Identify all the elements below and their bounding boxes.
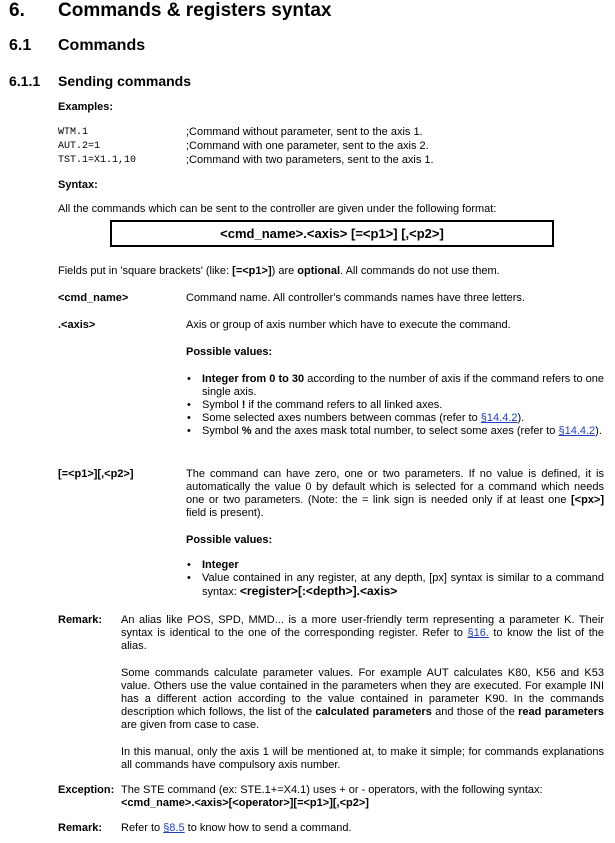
possible-values-label: Possible values: [186,346,273,358]
list-item: • Integer [186,559,604,572]
term-axis: .<axis> [58,319,96,331]
fields-note-text: ) are [271,265,298,277]
possible-values-label: Possible values: [186,534,273,546]
fields-note-example: [=<p1>] [232,265,272,277]
link-16[interactable]: §16. [467,627,489,639]
example-code: TST.1=X1.1,10 [58,155,137,166]
examples-label: Examples: [58,101,114,113]
list-item: • Symbol % and the axes mask total number, to select some axes (refer to §14.4.2). [186,425,604,438]
subsection-title: Commands [58,37,146,54]
subsection-number: 6.1 [9,37,32,54]
list-item: • Symbol ! if the command refers to all linked axes. [186,399,604,412]
syntax-format-box [110,220,554,247]
syntax-label: Syntax: [58,179,98,191]
desc-axis: Axis or group of axis number which have to execute the command. [186,319,511,331]
term-cmd-name: <cmd_name> [58,292,129,304]
syntax-intro: All the commands which can be sent to the controller are given under the following format: [58,203,497,215]
desc-cmd-name: Command name. All controller's commands names have three letters. [186,292,525,304]
remark-calculated: Some commands calculate parameter values. For example AUT calculates K80, K56 and K53 value. Others use the value contained in the parameters when they are executed. For example INI has a different action according to the value contained in parameter K90. In the commands description which follows, the list of the calculated parameters and those of the read parameters are given from case to case. [121,667,605,731]
example-code: WTM.1 [58,127,89,138]
remark-label: Remark: [58,614,103,626]
example-desc: ;Command without parameter, sent to the axis 1. [186,126,423,138]
fields-note-text: . All commands do not use them. [340,265,500,277]
section-number: 6. [9,0,25,21]
example-code: AUT.2=1 [58,141,101,152]
link-14-4-2[interactable]: §14.4.2 [558,425,596,437]
remark-send-command: Refer to §8.5 to know how to send a command. [121,822,352,834]
list-item: • Some selected axes numbers between commas (refer to §14.4.2). [186,412,604,425]
example-desc: ;Command with two parameters, sent to the axis 1. [186,154,434,166]
fields-note-optional: optional [297,265,341,277]
exception-label: Exception: [58,784,115,796]
section-title: Commands & registers syntax [58,0,332,21]
subsubsection-title: Sending commands [58,73,192,89]
remark-alias: An alias like POS, SPD, MMD... is a more user-friendly term representing a parameter K. Their syntax is identical to the one of the corresponding register. Refer to §16. to know the list of the alias. [121,614,605,652]
exception-syntax: <cmd_name>.<axis>[<operator>][=<p1>][,<p2>] [121,797,369,809]
list-item: • Integer from 0 to 30 according to the number of axis if the command refers to one single axis. [186,373,604,399]
example-desc: ;Command with one parameter, sent to the axis 2. [186,140,429,152]
remark-label: Remark: [58,822,103,834]
fields-note [58,265,500,278]
fields-note-text: Fields put in 'square brackets' (like: [58,265,233,277]
syntax-format: <cmd_name>.<axis> [=<p1>] [,<p2>] [220,226,444,241]
list-item: • Value contained in any register, at any depth, [px] syntax is similar to a command syntax: <register>[:<depth>].<axis> [186,572,604,599]
link-8-5[interactable]: §8.5 [163,822,185,834]
remark-axis1: In this manual, only the axis 1 will be mentioned at, to make it simple; for commands explanations all commands have compulsory axis number. [121,746,604,771]
link-14-4-2[interactable]: §14.4.2 [480,412,518,424]
exception-text: The STE command (ex: STE.1+=X4.1) uses + or - operators, with the following syntax: [121,784,543,796]
axis-values-list [186,373,604,438]
param-values-list [186,559,604,599]
subsubsection-number: 6.1.1 [9,73,41,89]
desc-params: The command can have zero, one or two parameters. If no value is defined, it is automatically the value 0 by default which is selected for a command which needs one or two parameters. (Note: the = link sign is needed only if at least one [<px>] field is present). [186,468,604,519]
term-params: [=<p1>][,<p2>] [58,468,134,480]
